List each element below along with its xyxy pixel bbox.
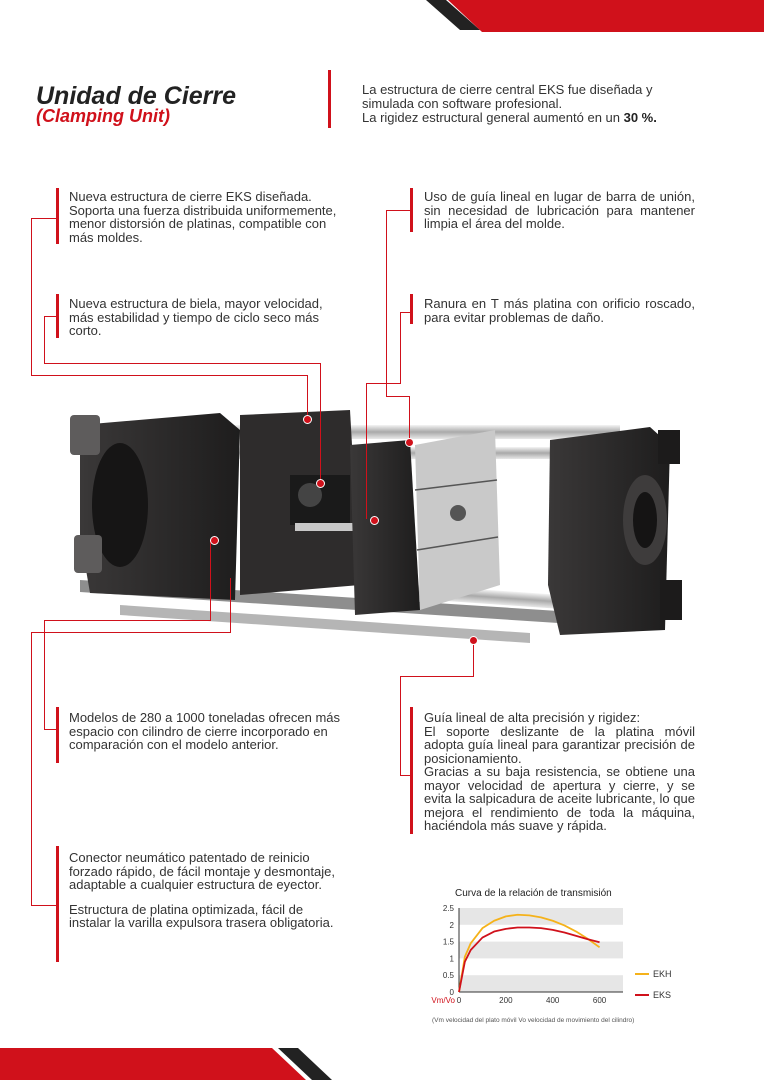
leader-5-v2 (210, 540, 211, 621)
callout-bar-6 (410, 707, 413, 834)
leader-2-h2 (44, 363, 321, 364)
chart-x-tick-label: 200 (499, 996, 513, 1005)
leader-4-h (400, 312, 411, 313)
leader-4-v (400, 312, 401, 383)
pointer-dot-2 (316, 479, 325, 488)
chart-grid-band (459, 908, 623, 925)
pointer-dot-6 (469, 636, 478, 645)
chart-x-tick-label: 0 (456, 996, 462, 1005)
corner-stripe-bottom (0, 1046, 344, 1080)
pointer-dot-4 (370, 516, 379, 525)
callout-bar-5 (56, 707, 59, 763)
chart-y-tick-label: 1 (449, 954, 454, 964)
connector-para-1: Conector neumático patentado de reinicio forzado rápido, de fácil montaje y desmontaje, adaptable a cualquier estructura de eyector. (69, 850, 335, 892)
leader-1-v (31, 218, 32, 375)
leader-4-v2 (366, 383, 367, 519)
chart-grid-band (459, 942, 623, 959)
guide-para-2: Gracias a su baja resistencia, se obtiene una mayor velocidad de apertura y cierre, y se evita la salpicadura de aceite lubricante, lo que mejora el rendimiento de toda la máquina, haciéndola más suave y rápida. (424, 764, 695, 833)
connector-para-2: Estructura de platina optimizada, fácil de instalar la varilla expulsora trasera obligatoria. (69, 901, 334, 930)
rigidity-value: 30 %. (623, 110, 657, 125)
feature-eks-structure: Nueva estructura de cierre EKS diseñada. Soporta una fuerza distribuida uniformemente, menor distorsión de platinas, compatible con más moldes. (69, 189, 337, 245)
callout-bar-7 (56, 846, 59, 962)
header-divider (328, 70, 331, 128)
corner-stripe-top (420, 0, 764, 32)
pointer-dot-3 (405, 438, 414, 447)
leader-3-h (386, 210, 411, 211)
guide-para-1: El soporte deslizante de la platina móvil adopta guía lineal para garantizar precisión de posicionamiento. (424, 723, 695, 766)
chart-footnote: (Vm velocidad del plato móvil Vo velocidad de movimiento del cilindro) (432, 1017, 635, 1024)
chart-x-tick-label: 600 (592, 996, 607, 1005)
leader-7-v2 (230, 578, 231, 633)
leader-7-v (31, 632, 32, 906)
guide-heading: Guía lineal de alta precisión y rigidez: (424, 710, 641, 725)
feature-high-precision-guide (424, 711, 695, 833)
leader-3-v2 (409, 396, 410, 442)
leader-2-v (44, 316, 45, 363)
chart-legend-label-ekh: EKH (653, 969, 672, 979)
page-title: Unidad de Cierre (36, 82, 237, 110)
leader-5-v (44, 620, 45, 730)
leader-4-h2 (366, 383, 401, 384)
chart-grid-band (459, 975, 623, 992)
chart-y-tick-label: 2.5 (442, 904, 454, 913)
chart-x-tick-label: 400 (546, 996, 560, 1005)
chart-y-tick-label: 0 (449, 988, 454, 997)
leader-5-h (44, 729, 57, 730)
pointer-dot-5 (210, 536, 219, 545)
callout-bar-1 (56, 188, 59, 244)
pointer-dot-1 (303, 415, 312, 424)
leader-5-h2 (44, 620, 210, 621)
feature-pneumatic-connector (69, 851, 339, 930)
leader-1-h2 (31, 375, 308, 376)
leader-3-v (386, 210, 387, 396)
leader-3-h2 (386, 396, 410, 397)
leader-6-h2 (400, 676, 474, 677)
intro-line-1: La estructura de cierre central EKS fue diseñada y (362, 82, 653, 97)
chart-y-tick-label: 0.5 (442, 971, 454, 981)
leader-6-v (400, 676, 401, 776)
feature-linkage: Nueva estructura de biela, mayor velocidad, más estabilidad y tiempo de ciclo seco más corto. (69, 296, 323, 338)
leader-7-h (31, 905, 57, 906)
callout-bar-4 (410, 294, 413, 324)
feature-models: Modelos de 280 a 1000 toneladas ofrecen más espacio con cilindro de cierre incorporado en comparación con el modelo anterior. (69, 710, 341, 752)
chart-y-tick-label: 1.5 (442, 937, 454, 947)
leader-6-h (400, 775, 411, 776)
leader-7-h2 (31, 632, 231, 633)
intro-text (362, 83, 722, 125)
chart-title: Curva de la relación de transmisión (455, 888, 612, 899)
leader-1-h (31, 218, 57, 219)
chart-y-tick-label: 2 (449, 920, 454, 930)
leader-2-h (44, 316, 57, 317)
leader-2-v2 (320, 363, 321, 483)
leader-1-v2 (307, 375, 308, 419)
feature-t-slot: Ranura en T más platina con orificio roscado, para evitar problemas de daño. (424, 296, 695, 325)
chart-x-axis-label: Vm/Vo (431, 996, 455, 1005)
transmission-ratio-chart (425, 900, 725, 1012)
leader-6-v2 (473, 641, 474, 677)
page-subtitle: (Clamping Unit) (36, 106, 170, 126)
intro-line-2: simulada con software profesional. (362, 96, 563, 111)
clamping-unit-illustration (60, 385, 700, 655)
feature-linear-guide: Uso de guía lineal en lugar de barra de unión, sin necesidad de lubricación para mantener limpia el área del molde. (424, 189, 695, 231)
chart-legend-label-eks: EKS (653, 990, 672, 1000)
intro-line-3: La rigidez estructural general aumentó en un 30 %. (362, 110, 657, 125)
